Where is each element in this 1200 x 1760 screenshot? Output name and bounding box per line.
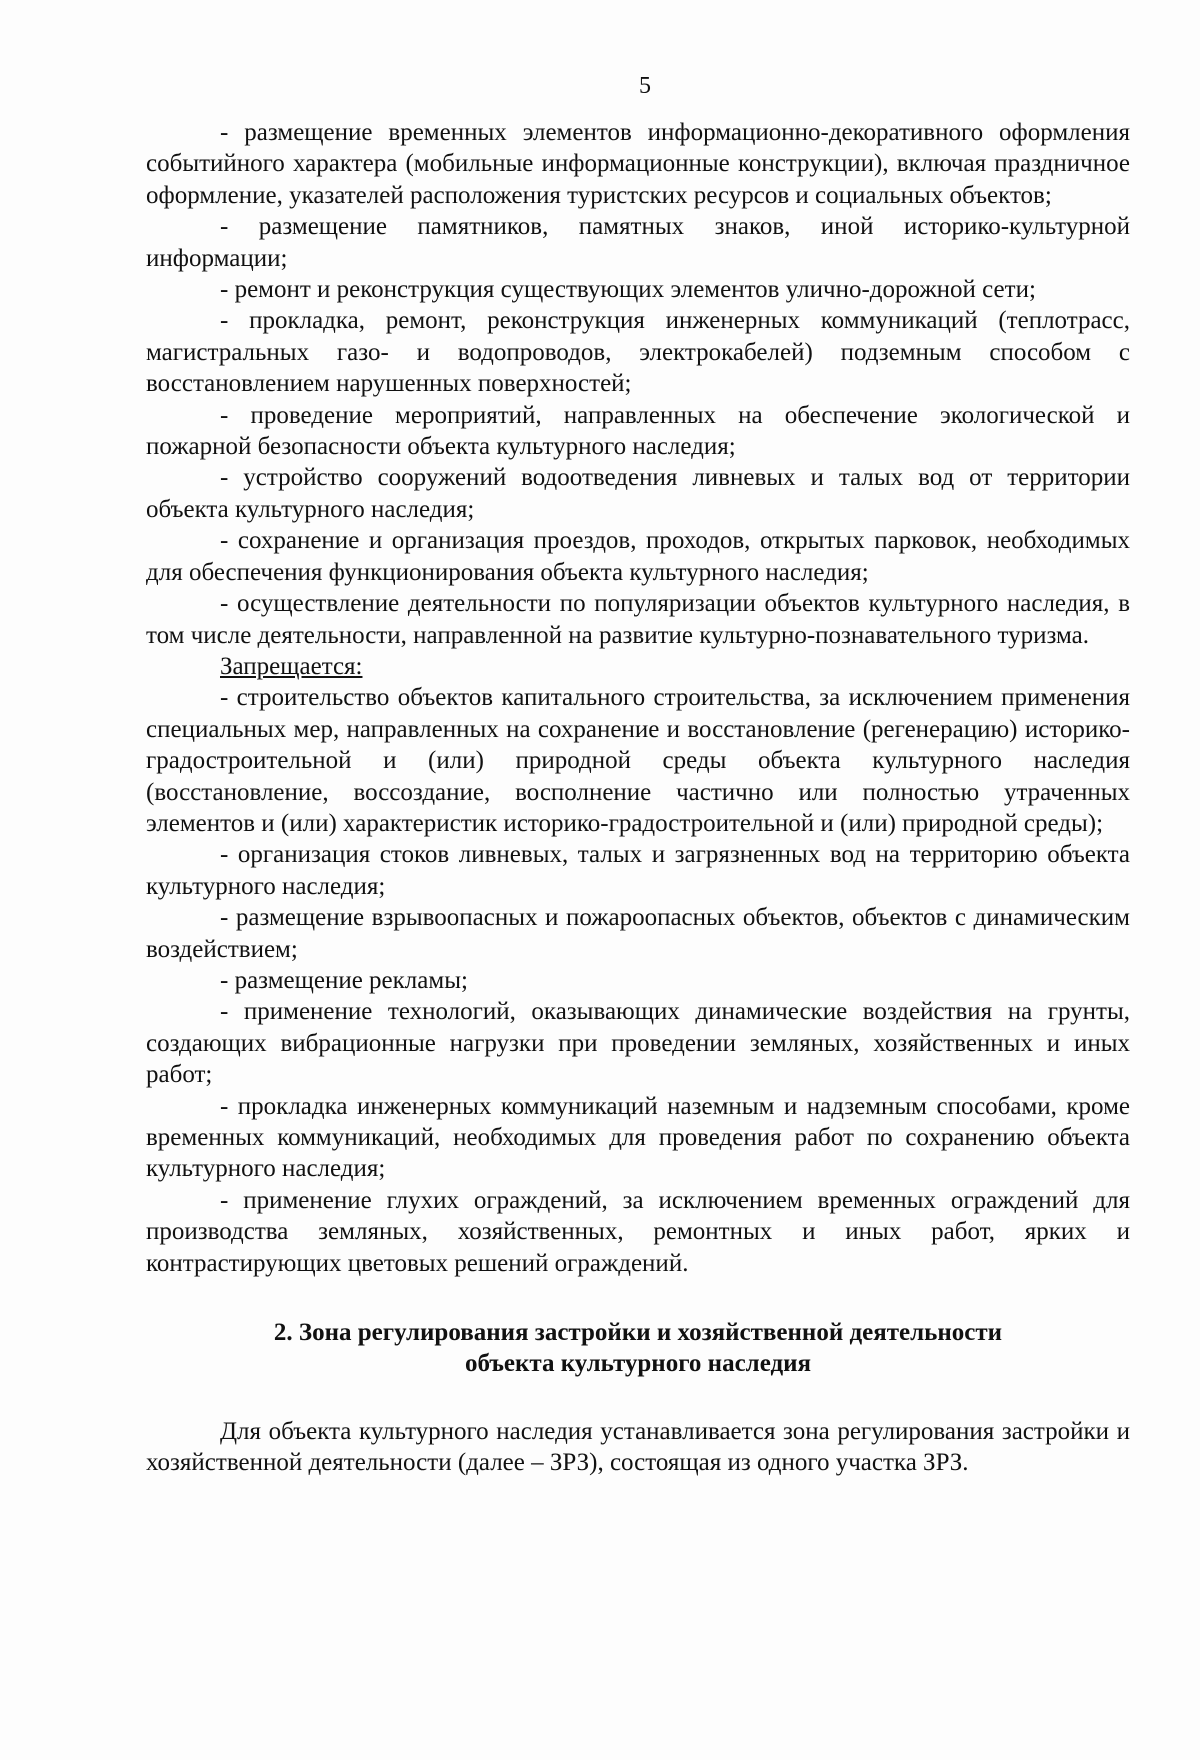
section-text: Для объекта культурного наследия устанавливается зона регулирования застройки и хозяйственной деятельности (далее – ЗРЗ), состоящая из одного участка ЗРЗ.: [146, 1417, 1130, 1477]
allowed-item-3: - ремонт и реконструкция существующих элементов улично-дорожной сети;: [220, 276, 1036, 304]
prohibited-item-5: - применение технологий, оказывающих динамические воздействия на грунты, создающих вибрационные нагрузки при проведении земляных, хозяйственных и иных работ;: [146, 998, 1130, 1089]
prohibited-item-3: - размещение взрывоопасных и пожароопасных объектов, объектов с динамическим воздействием;: [146, 904, 1130, 963]
prohibited-heading: Запрещается:: [220, 652, 363, 680]
section-heading-line-1: 2. Зона регулирования застройки и хозяйственной деятельности: [273, 1319, 1003, 1347]
prohibited-item-1: - строительство объектов капитального строительства, за исключением применения специальных мер, направленных на сохранение и восстановление (регенерацию) историко-градостроительной и (или) природной среды объекта культурного наследия (восстановление, воссоздание, восполнение частично или полностью утраченных элементов и (или) характеристик историко-градостроительной и (или) природной среды);: [146, 684, 1130, 837]
allowed-item-4: - прокладка, ремонт, реконструкция инженерных коммуникаций (теплотрасс, магистральных газо- и водопроводов, электрокабелей) подземным способом с восстановлением нарушенных поверхностей;: [146, 307, 1130, 398]
section-heading: [146, 1317, 1130, 1380]
document-body: [146, 117, 1130, 1479]
allowed-item-6: - устройство сооружений водоотведения ливневых и талых вод от территории объекта культурного наследия;: [146, 464, 1130, 523]
section-heading-line-2: объекта культурного наследия: [464, 1350, 812, 1378]
allowed-item-2: - размещение памятников, памятных знаков, иной историко-культурной информации;: [146, 213, 1130, 272]
allowed-item-5: - проведение мероприятий, направленных на обеспечение экологической и пожарной безопасности объекта культурного наследия;: [146, 401, 1130, 461]
page-number: 5: [639, 73, 651, 99]
allowed-item-8: - осуществление деятельности по популяризации объектов культурного наследия, в том числе деятельности, направленной на развитие культурно-познавательного туризма.: [146, 590, 1130, 649]
prohibited-item-4: - размещение рекламы;: [220, 966, 468, 994]
prohibited-item-2: - организация стоков ливневых, талых и загрязненных вод на территорию объекта культурного наследия;: [146, 841, 1130, 900]
prohibited-heading-line: [146, 651, 1130, 682]
prohibited-item-6: - прокладка инженерных коммуникаций наземным и надземным способами, кроме временных коммуникаций, необходимых для проведения работ по сохранению объекта культурного наследия;: [146, 1092, 1130, 1183]
allowed-item-1: - размещение временных элементов информационно-декоративного оформления событийного характера (мобильные информационные конструкции), включая праздничное оформление, указателей расположения туристских ресурсов и социальных объектов;: [146, 119, 1130, 209]
prohibited-item-7: - применение глухих ограждений, за исключением временных ограждений для производства земляных, хозяйственных, ремонтных и иных работ, ярких и контрастирующих цветовых решений ограждений.: [146, 1186, 1130, 1277]
allowed-item-7: - сохранение и организация проездов, проходов, открытых парковок, необходимых для обеспечения функционирования объекта культурного наследия;: [146, 527, 1130, 586]
